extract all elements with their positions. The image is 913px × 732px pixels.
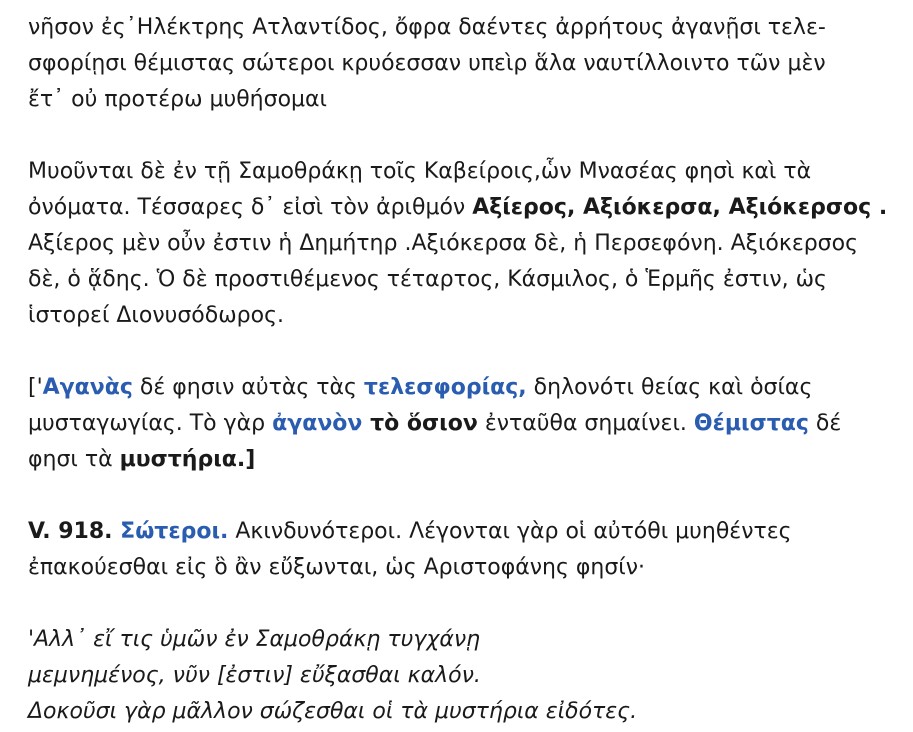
paragraph-gap — [28, 118, 885, 154]
text-run: Ακινδυνότεροι. Λέγονται γὰρ οἱ αὐτόθι μυηθέντες — [228, 519, 792, 544]
text-line — [28, 406, 885, 442]
text-line: Μυοῦνται δὲ ἐν τῇ Σαμοθράκῃ τοῖς Καβείροις,ὧν Μνασέας φησὶ καὶ τὰ — [28, 159, 812, 184]
text-line: Αξίερος μὲν οὖν ἐστιν ἡ Δημήτηρ .Αξιόκερσα δὲ, ἡ Περσεφόνη. Αξιόκερσος — [28, 231, 858, 256]
paragraph-scholion-bracket — [28, 370, 885, 478]
verse-reference: V. 918. — [28, 519, 113, 544]
text-run: [' — [28, 375, 43, 400]
text-line: δὲ, ὁ ᾅδης. Ὁ δὲ προστιθέμενος τέταρτος, Κάσμιλος, ὁ Ἑρμῆς ἐστιν, ὡς — [28, 267, 827, 292]
text-run: μυσταγωγίας. Τὸ γὰρ — [28, 411, 273, 436]
text-run: δέ — [808, 411, 842, 436]
bold-names: Αξίερος, Αξιόκερσα, Αξιόκερσος . — [472, 195, 888, 220]
text-line: ἱστορεί Διονυσόδωρος. — [28, 303, 284, 328]
lemma-term: Σώτεροι. — [112, 519, 229, 544]
text-run: δηλονότι θείας καὶ ὁσίας — [526, 375, 813, 400]
lemma-term: Αγανὰς — [42, 375, 133, 400]
text-line: ἐπακούεσθαι εἰς ὃ ἂν εὔξωνται, ὡς Αριστοφάνης φησίν· — [28, 555, 645, 580]
text-run: δέ φησιν αὐτὰς τὰς — [132, 375, 364, 400]
paragraph-gap — [28, 334, 885, 370]
paragraph-kabeiroi — [28, 154, 888, 334]
text-run: ὀνόματα. Τέσσαρες δ᾽ εἰσὶ τὸν ἀριθμόν — [28, 195, 473, 220]
text-line: νῆσον ἐς᾽Ηλέκτρης Ατλαντίδος, ὄφρα δαέντες ἀρρήτους ἀγανῇσι τελε- — [28, 15, 826, 40]
paragraph-verse-quote — [28, 10, 885, 118]
text-line: Δοκοῦσι γὰρ μᾶλλον σώζεσθαι οἱ τὰ μυστήρια εἰδότες. — [28, 699, 638, 724]
text-line: σφορίῃσι θέμιστας σώτεροι κρυόεσσαν υπεὶρ ἅλα ναυτίλλοιντο τῶν μὲν — [28, 51, 826, 76]
text-line — [28, 370, 885, 406]
text-run: ἐνταῦθα σημαίνει. — [477, 411, 694, 436]
lemma-term: τελεσφορίας, — [363, 375, 527, 400]
text-run: φησι τὰ — [28, 447, 120, 472]
text-line — [28, 514, 885, 550]
bold-term: τὸ ὅσιον — [362, 411, 478, 436]
text-line: μεμνημένος, νῦν [ἐστιν] εὔξασθαι καλόν. — [28, 663, 481, 688]
paragraph-gap — [28, 478, 885, 514]
text-line — [28, 190, 888, 226]
paragraph-verse-918 — [28, 514, 885, 586]
paragraph-gap — [28, 586, 885, 622]
lemma-term: ἀγανὸν — [272, 411, 363, 436]
text-line — [28, 442, 885, 478]
text-line: 'Αλλ᾽ εἴ τις ὑμῶν ἐν Σαμοθράκῃ τυγχάνῃ — [28, 627, 481, 652]
text-line: ἔτ᾽ οὐ προτέρω μυθήσομαι — [28, 87, 327, 112]
paragraph-aristophanes-quote — [28, 622, 885, 730]
lemma-term: Θέμιστας — [693, 411, 809, 436]
bold-term: μυστήρια.] — [119, 447, 256, 472]
